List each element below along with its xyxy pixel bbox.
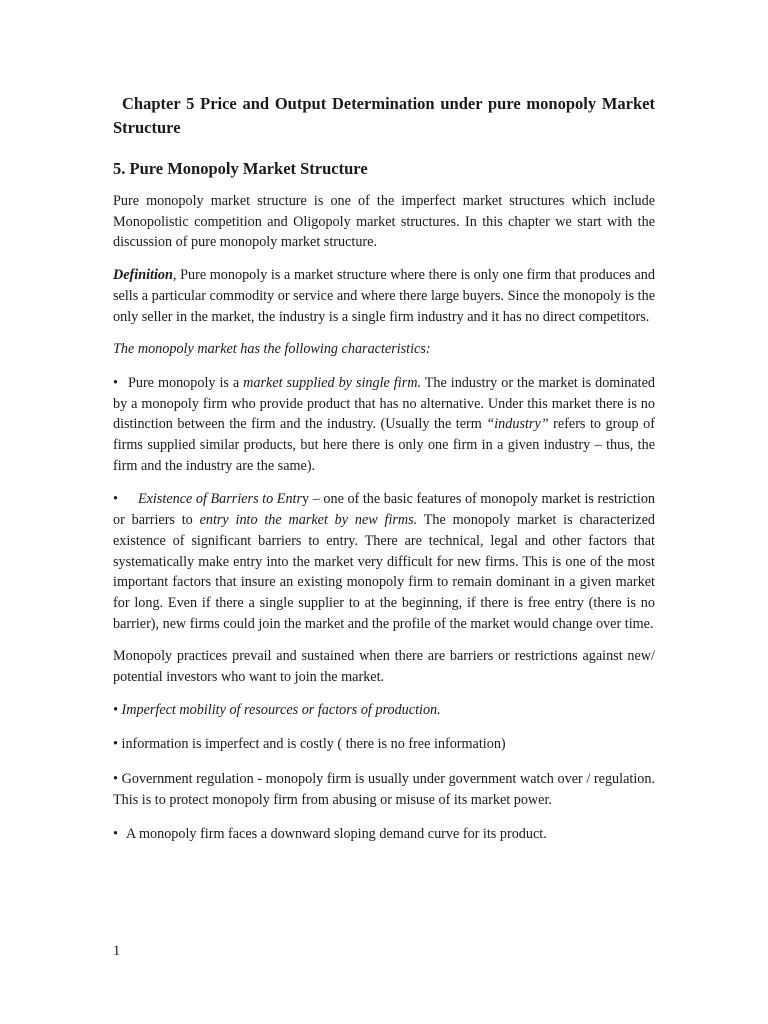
bullet-demand-curve [113,824,655,845]
bullet-marker: • [113,825,118,842]
bullet5-text: Government regulation - monopoly firm is usually under government watch over / regulation. This is to protect monopoly firm from abusing or misuse of its market power. [113,771,655,808]
bullet1-middle: The industry or the market is dominated by a monopoly firm who provide product that has no alternative. Under this market there is no distinction between the firm and the industry. (Usually the term [113,374,656,433]
bullet6-text: A monopoly firm faces a downward sloping demand curve for its product. [125,825,547,842]
bullet-barriers-to-entry [113,489,655,634]
page-number: 1 [113,943,121,959]
section-title: 5. Pure Monopoly Market Structure [113,159,368,178]
definition-text: , Pure monopoly is a market structure where there is only one firm that produces and sells a particular commodity or service and where there large buyers. Since the monopoly is the only seller in the market, the industry is a single firm industry and it has no direct competitors. [113,267,655,325]
bullet2-tail: The monopoly market is characterized existence of significant barriers to entry. There are technical, legal and other factors that systematically make entry into the market very difficult for new firms. This is one of the most important factors that insure an existing monopoly firm to remain dominant in a given market for long. Even if there a single supplier to at the beginning, if there is free entry (there is no barrier), new firms could join the market and the profile of the market would change over time. [113,512,655,632]
bullet-marker: • [113,771,118,788]
practices-paragraph: Monopoly practices prevail and sustained when there are barriers or restrictions against new/ potential investors who want to join the market. [113,648,655,686]
bullet1-industry-term: “industry” [486,416,549,433]
bullet-single-firm [113,373,655,477]
bullet4-text: information is imperfect and is costly ( there is no free information) [121,736,506,753]
bullet1-tail: refers to group of firms supplied similar products, but here there is only one firm in a given industry – thus, the firm and the industry are the same). [113,416,655,474]
definition-paragraph [113,265,655,327]
bullet3-text: Imperfect mobility of resources or factors of production. [121,701,441,718]
bullet-marker: • [113,736,118,753]
bullet-marker: • [113,491,118,508]
bullet-marker: • [113,701,118,718]
bullet1-lead: Pure monopoly is a [127,374,244,391]
page-content [113,92,655,844]
bullet2-lead: – one of the basic features of monopoly market is restriction or barriers to [113,491,656,529]
bullet-marker: • [113,374,118,391]
bullet2-emphasis: entry into the market by new firms. [199,512,418,529]
bullet2-heading: Existence of Barriers to Entr [137,491,303,508]
definition-term: Definition [113,267,173,284]
bullet-government-regulation [113,769,655,810]
chapter-title-text: Chapter 5 Price and Output Determination under pure monopoly Market Structure [113,94,655,137]
characteristics-intro: The monopoly market has the following characteristics: [113,341,431,358]
bullet-information [113,734,655,755]
bullet1-emphasis: market supplied by single firm. [243,374,422,391]
bullet2-heading-rest: y [302,491,310,508]
bullet-imperfect-mobility [113,700,655,721]
intro-paragraph: Pure monopoly market structure is one of the imperfect market structures which include Monopolistic competition and Oligopoly market structures. In this chapter we start with the discussion of pure monopoly market structure. [113,193,655,251]
chapter-title [113,92,655,140]
